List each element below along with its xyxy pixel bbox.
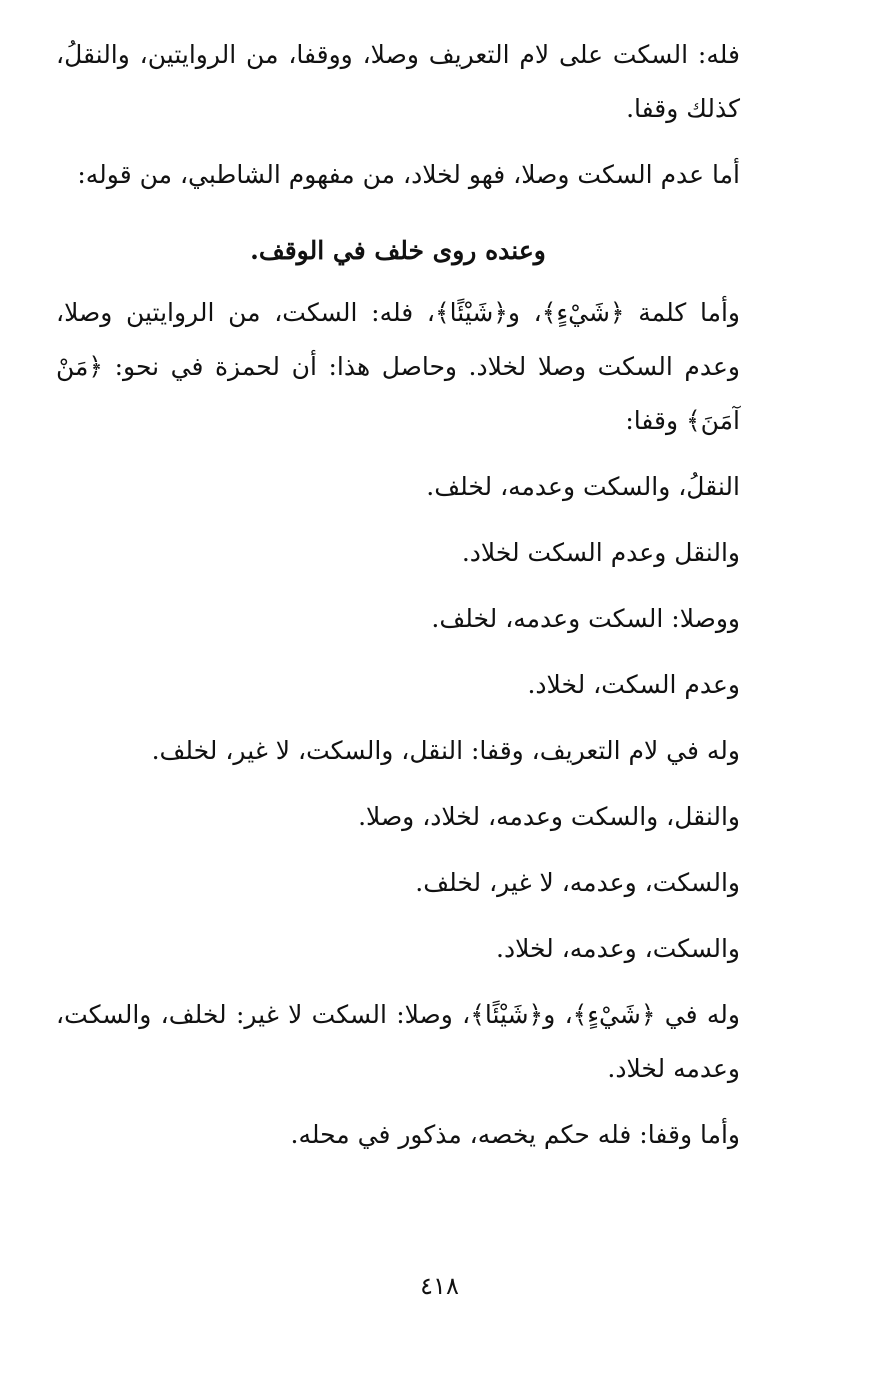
paragraph-1: فله: السكت على لام التعريف وصلا، ووقفا، من الروايتين، والنقلُ، كذلك وقفا. xyxy=(56,40,740,123)
paragraph-13: وأما وقفا: فله حكم يخصه، مذكور في محله. xyxy=(290,1120,740,1149)
paragraph-11: والسكت، وعدمه، لخلاد. xyxy=(496,934,740,963)
paragraph-12: وله في ﴿شَيْءٍ﴾، و﴿شَيْئًا﴾، وصلا: السكت لا غير: لخلف، والسكت، وعدمه لخلاد. xyxy=(56,1000,740,1083)
paragraph-7: وعدم السكت، لخلاد. xyxy=(527,670,740,699)
paragraph-8: وله في لام التعريف، وقفا: النقل، والسكت، لا غير، لخلف. xyxy=(151,736,740,765)
page-body xyxy=(56,28,740,1162)
paragraph-3: وأما كلمة ﴿شَيْءٍ﴾، و﴿شَيْئًا﴾، فله: السكت، من الروايتين وصلا، وعدم السكت وصلا لخلاد. وحاصل هذا: أن لحمزة في نحو: ﴿مَنْ آمَنَ﴾ وقفا: xyxy=(56,298,740,435)
paragraph-9: والنقل، والسكت وعدمه، لخلاد، وصلا. xyxy=(358,802,740,831)
paragraph-10: والسكت، وعدمه، لا غير، لخلف. xyxy=(415,868,740,897)
paragraph-6: ووصلا: السكت وعدمه، لخلف. xyxy=(431,604,740,633)
paragraph-4: النقلُ، والسكت وعدمه، لخلف. xyxy=(426,472,740,501)
paragraph-5: والنقل وعدم السكت لخلاد. xyxy=(461,538,740,567)
verse-quote: وعنده روى خلف في الوقف. xyxy=(250,236,546,265)
paragraph-2: أما عدم السكت وصلا، فهو لخلاد، من مفهوم الشاطبي، من قوله: xyxy=(77,160,740,189)
page-number: ٤١٨ xyxy=(420,1272,459,1300)
